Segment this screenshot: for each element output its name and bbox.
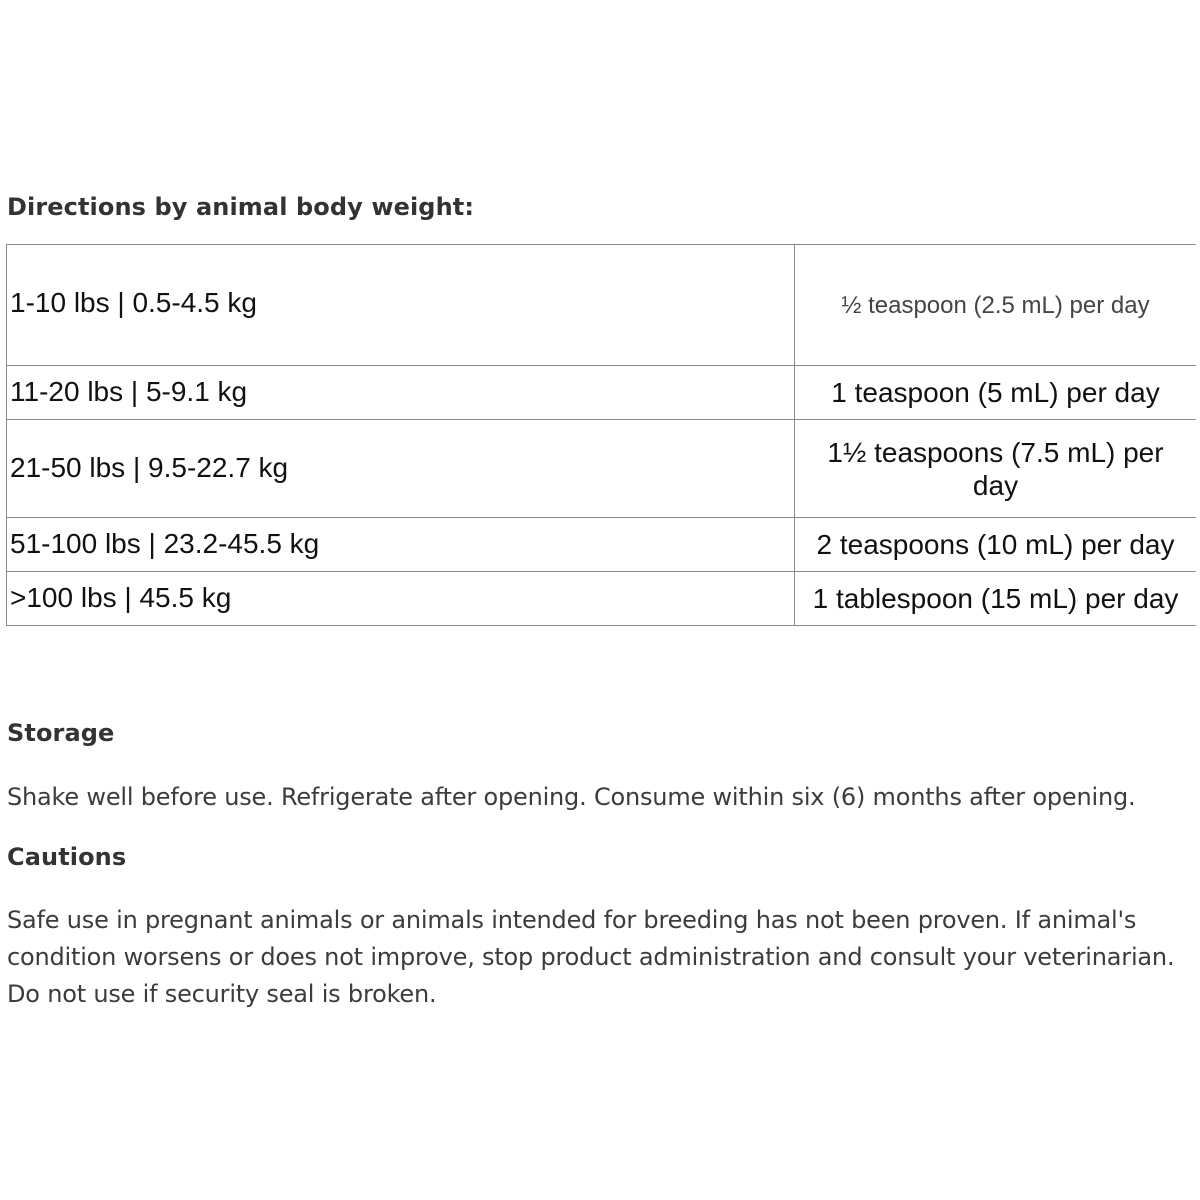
table-row bbox=[7, 518, 1197, 572]
dose-cell: 1½ teaspoons (7.5 mL) per day bbox=[795, 420, 1197, 518]
dose-cell: 1 tablespoon (15 mL) per day bbox=[795, 572, 1197, 626]
weight-cell bbox=[7, 420, 795, 518]
storage-heading: Storage bbox=[7, 719, 115, 747]
cautions-heading: Cautions bbox=[7, 843, 127, 871]
table-row bbox=[7, 572, 1197, 626]
weight-cell bbox=[7, 366, 795, 420]
weight-cell bbox=[7, 245, 795, 366]
dose-cell: 2 teaspoons (10 mL) per day bbox=[795, 518, 1197, 572]
directions-heading: Directions by animal body weight: bbox=[7, 193, 475, 221]
weight-cell bbox=[7, 518, 795, 572]
cautions-text: Safe use in pregnant animals or animals intended for breeding has not been proven. If animal's condition worsens or does not improve, stop product administration and consult your veterinarian. Do not use if security seal is broken. bbox=[7, 906, 1175, 1008]
weight-cell bbox=[7, 572, 795, 626]
weight-range: 21-50 lbs | 9.5-22.7 kg bbox=[10, 451, 289, 483]
dose-cell: 1 teaspoon (5 mL) per day bbox=[795, 366, 1197, 420]
table-row bbox=[7, 366, 1197, 420]
dosage-table bbox=[6, 244, 1196, 626]
storage-text: Shake well before use. Refrigerate after opening. Consume within six (6) months after opening. bbox=[7, 783, 1136, 811]
table-row bbox=[7, 245, 1197, 366]
weight-range: >100 lbs | 45.5 kg bbox=[10, 581, 232, 613]
dose-cell: ½ teaspoon (2.5 mL) per day bbox=[795, 245, 1197, 366]
weight-range: 1-10 lbs | 0.5-4.5 kg bbox=[10, 287, 257, 318]
weight-range: 51-100 lbs | 23.2-45.5 kg bbox=[10, 527, 320, 559]
weight-range: 11-20 lbs | 5-9.1 kg bbox=[10, 375, 248, 407]
table-row bbox=[7, 420, 1197, 518]
